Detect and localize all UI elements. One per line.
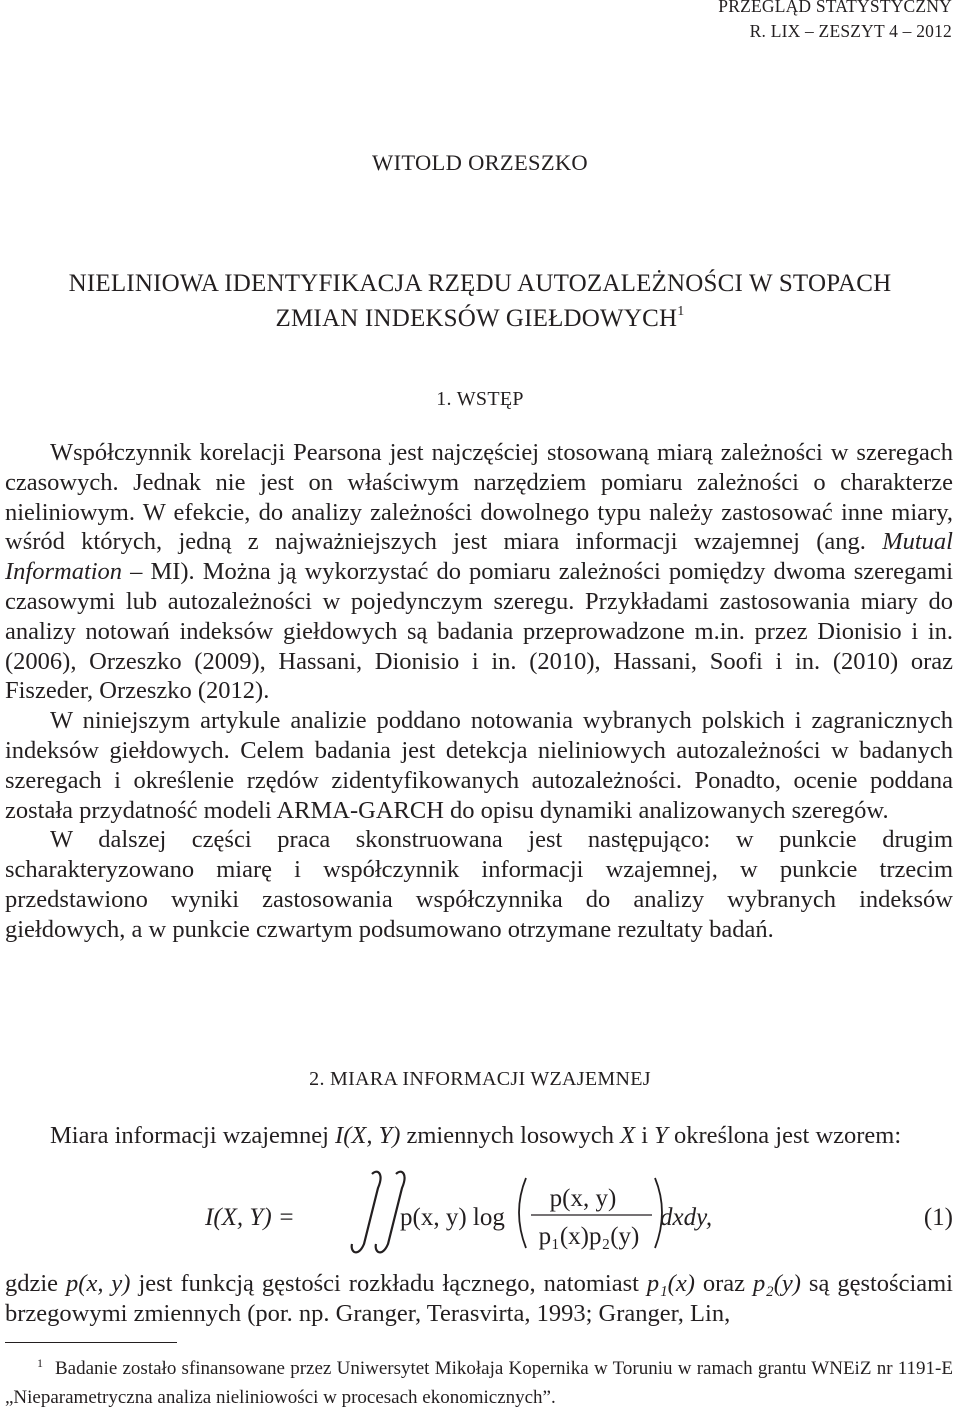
paragraph-text: i <box>635 1122 655 1149</box>
formula-numerator: p(x, y) <box>549 1185 617 1212</box>
journal-volume: R. LIX – ZESZYT 4 – 2012 <box>749 21 952 41</box>
journal-header <box>718 0 952 44</box>
formula-differential: dxdy, <box>660 1204 713 1231</box>
paragraph-text: gdzie <box>5 1270 67 1297</box>
section-2-intro <box>5 1121 953 1151</box>
paragraph <box>5 1269 953 1329</box>
math-y: Y <box>654 1122 668 1149</box>
section-1-body <box>5 438 953 945</box>
paragraph-text: Współczynnik korelacji Pearsona jest najczęściej stosowaną miarą zależności w szeregach czasowych. Jednak nie jest on właściwym narzędziem pomiaru zależności o charakterze nieliniowym. W efekcie, do analizy zależności dowolnego typu należy zastosować inne miary, wśród których, jedną z najważniejszych jest miara informacji wzajemnej (ang. <box>5 439 953 556</box>
title-line-2 <box>0 301 960 336</box>
italic-term: Mutual Information <box>5 528 953 586</box>
math-pxy: p(x, y) <box>66 1270 131 1297</box>
paragraph-text: określona jest wzorem: <box>667 1122 902 1149</box>
equation-number: (1) <box>923 1204 953 1231</box>
paragraph <box>5 1121 953 1151</box>
formula-lhs: I(X, Y) = <box>205 1204 295 1231</box>
math-p1: p₁(x) <box>646 1270 695 1297</box>
paragraph: W niniejszym artykule analizie poddano notowania wybranych polskich i zagranicznych indeksów giełdowych. Celem badania jest detekcja nieliniowych autozależności w badanych szeregach i określenie rzędów zidentyfikowanych autozależności. Ponadto, ocenie poddana została przydatność modeli ARMA-GARCH do opisu dynamiki analizowanych szeregów. <box>5 707 953 824</box>
paragraph-text: Miara informacji wzajemnej <box>50 1122 336 1149</box>
title-footnote-mark: 1 <box>677 304 685 319</box>
math-p2: p₂(y) <box>752 1270 801 1297</box>
footnote-text <box>5 1354 953 1412</box>
article-title <box>0 266 960 336</box>
formula-denominator: p₁(x)p₂(y) <box>538 1223 640 1250</box>
left-paren-icon <box>519 1178 526 1248</box>
paragraph: W dalszej części praca skonstruowana jest następująco: w punkcie drugim scharakteryzowano miarę i współczynnik informacji wzajemnej, w punkcie trzecim przedstawiono wyniki zastosowania współczynnika do analizy wybranych indeksów giełdowych, a w punkcie czwartym podsumowano otrzymane rezultaty badań. <box>5 826 953 943</box>
section-heading-2: 2. MIARA INFORMACJI WZAJEMNEJ <box>309 1068 651 1090</box>
math-x: X <box>620 1122 636 1149</box>
equation-1 <box>0 1170 960 1260</box>
footnote-divider <box>5 1342 177 1343</box>
paragraph <box>5 438 953 706</box>
title-line-1: NIELINIOWA IDENTYFIKACJA RZĘDU AUTOZALEŻNOŚCI W STOPACH <box>68 270 892 297</box>
author-name: WITOLD ORZESZKO <box>372 150 588 175</box>
integral-sign-icon <box>352 1172 381 1253</box>
paragraph-text: są gęstościami brzegowymi zmiennych (por. np. Granger, Terasvirta, 1993; Granger, Lin, <box>5 1270 953 1327</box>
formula-integrand: p(x, y) log <box>400 1204 505 1231</box>
journal-name: PRZEGLĄD STATYSTYCZNY <box>718 0 952 16</box>
footnote <box>5 1354 953 1412</box>
math-ixy: I(X, Y) <box>335 1122 401 1149</box>
paragraph-text: jest funkcją gęstości rozkładu łącznego, natomiast <box>130 1270 647 1297</box>
title-line-2-text: ZMIAN INDEKSÓW GIEŁDOWYCH <box>275 305 678 332</box>
paragraph-text: – MI). Można ją wykorzystać do pomiaru zależności pomiędzy dwoma szeregami czasowymi lub autozależności w pojedynczym szeregu. Przykładami zastosowania miary do analizy notowań indeksów giełdowych są badania przeprowadzone m.in. przez Dionisio i in. (2006), Orzeszko (2009), Hassani, Dionisio i in. (2010), Hassani, Soofi i in. (2010) oraz Fiszeder, Orzeszko (2012). <box>5 558 953 705</box>
section-2-body <box>5 1269 953 1329</box>
footnote-mark: 1 <box>37 1356 43 1370</box>
footnote-body: Badanie zostało sfinansowane przez Uniwersytet Mikołaja Kopernika w Toruniu w ramach grantu WNEiZ nr 1191-E „Nieparametryczna analiza nieliniowości w procesach ekonomicznych”. <box>5 1358 953 1408</box>
paragraph-text: oraz <box>694 1270 753 1297</box>
paragraph-text: zmiennych losowych <box>400 1122 621 1149</box>
section-heading-1: 1. WSTĘP <box>436 388 524 410</box>
